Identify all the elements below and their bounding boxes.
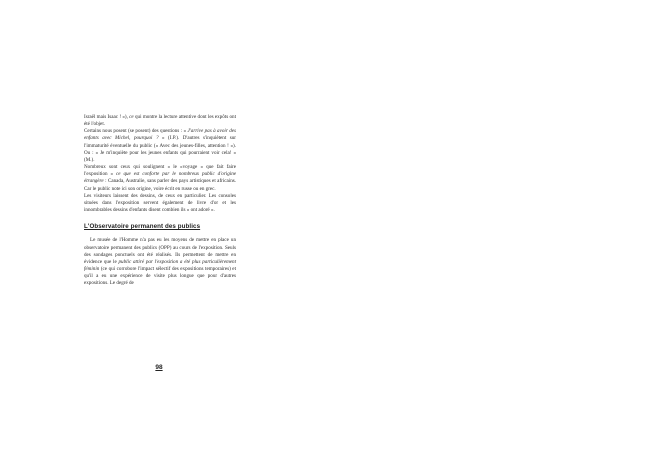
paragraph-italic: public attiré par l'exposition a été plus particulièrement féminin (84, 258, 236, 272)
paragraph-5 (84, 237, 236, 287)
paragraph-text: Certains nous posent (se posent) des questions : « (84, 128, 188, 135)
paragraph-text: » (I.P.). D'autres s'inquiètent sur l'immaturité éventuelle du public (« Avec des jeunes-filles, attention ! »). Ou : « Je m'inquiète pour les jeunes enfants qui pourraient voir cela! » (M.). (84, 135, 236, 163)
paragraph-italic: ce que est conforte par le nombreux public d'origine étrangère (84, 171, 236, 185)
paragraph-2 (84, 128, 236, 164)
paragraph-italic: J'arrive pas à avoir des enfants avec Michel, pourquoi ? (84, 128, 236, 142)
paragraph-text: (ce qui corrobore l'impact sélectif des expositions temporaires) et qu'il a eu une expérience de visite plus longue que pour d'autres expositions. Le degré de (84, 265, 236, 287)
paragraph-text: Les visiteurs laissent des dessins, de ceux en particulier. Les consoles situées dans l'exposition servent également de livre d'or et les innombrables dessins d'enfants disent combien ils « ont adoré ». (84, 192, 236, 214)
paragraph-text: Israël mais Isaac ! »), (84, 114, 130, 120)
text-column (84, 114, 236, 287)
paragraph-text: : Canada, Australie, sans parler des pays artistiques et africains. Car le public note ici son origine, voire écrit en russe ou en grec. (84, 178, 236, 192)
section-heading: L'Observatoire permanent des publics (84, 223, 201, 231)
page-number: 98 (155, 364, 163, 371)
paragraph-1 (84, 114, 236, 128)
paragraph-text: Nombreux sont ceux qui soulignent « le «voyage » que fait faire l'exposition » (84, 164, 236, 178)
paragraph-text: qui montre la lecture attentive dont les expôts ont été l'objet. (84, 114, 236, 128)
paragraph-4 (84, 193, 236, 214)
paragraph-text: Le musée de l'Homme n'a pas eu les moyens de mettre en place un observatoire permanent des publics (OPP) au cours de l'exposition. Seuls des sondages ponctuels ont été réalisés. Ils permettent de mettre en évidence que le (84, 237, 236, 265)
paragraph-italic: ce (129, 114, 134, 120)
paragraph-3 (84, 164, 236, 193)
